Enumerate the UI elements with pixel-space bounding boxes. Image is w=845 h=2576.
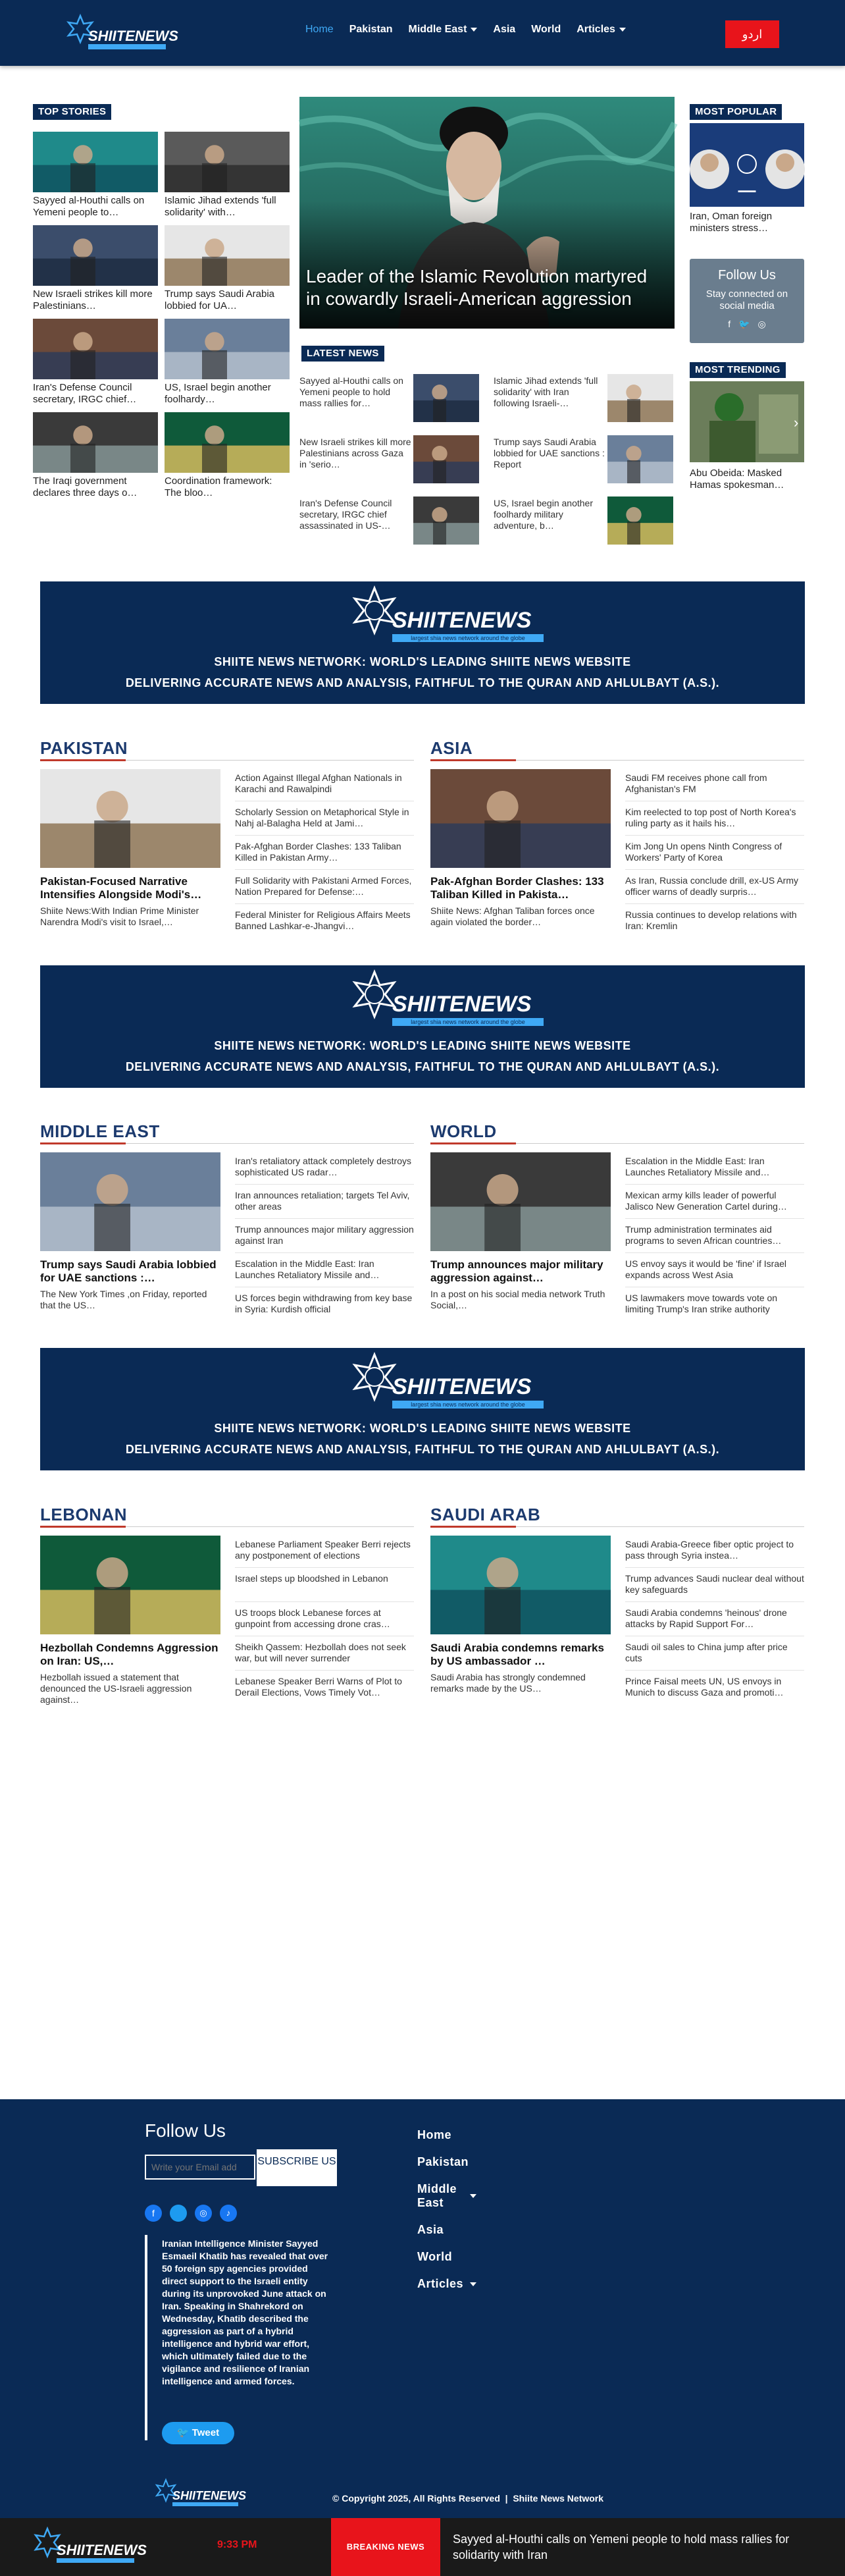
section-list-item[interactable]: As Iran, Russia conclude drill, ex-US Army officer warns of deadly surpris…: [625, 875, 804, 904]
section-list-item[interactable]: Lebanese Parliament Speaker Berri rejects any postponement of elections: [235, 1539, 414, 1568]
section-divider: [126, 760, 414, 761]
section-list-item[interactable]: Lebanese Speaker Berri Warns of Plot to Derail Elections, Vows Timely Vot…: [235, 1676, 402, 1698]
nav-item-asia[interactable]: [485, 21, 523, 38]
top-story-caption[interactable]: New Israeli strikes kill more Palestinians…: [33, 288, 153, 311]
latest-news-item[interactable]: Trump says Saudi Arabia lobbied for UAE sanctions : Report: [494, 437, 605, 470]
footer-nav-item-asia[interactable]: [417, 2223, 516, 2237]
banner-line-2: DELIVERING ACCURATE NEWS AND ANALYSIS, FAITHFUL TO THE QURAN AND AHLULBAYT (A.S.).: [125, 1443, 720, 1456]
section-list-item[interactable]: Trump announces major military aggression against Iran: [235, 1224, 414, 1253]
chevron-down-icon[interactable]: [470, 2194, 476, 2198]
latest-news-item[interactable]: Islamic Jihad extends 'full solidarity' with Iran following Israeli-…: [494, 375, 598, 408]
brand-banner: [40, 581, 805, 704]
latest-news-image[interactable]: [413, 496, 479, 545]
nav-item-middle-east[interactable]: [401, 21, 486, 38]
breaking-logo[interactable]: [32, 2525, 150, 2575]
footer-follow-title: Follow Us: [145, 2120, 226, 2141]
footer-nav-label: Asia: [417, 2223, 444, 2236]
chevron-down-icon[interactable]: [470, 2282, 476, 2286]
section-lead-title[interactable]: Saudi Arabia condemns remarks by US ambassador …: [430, 1642, 604, 1667]
section-lead-image[interactable]: [430, 1536, 611, 1634]
tweet-button[interactable]: [162, 2422, 234, 2444]
section-title-saudi-arab[interactable]: SAUDI ARAB: [430, 1505, 541, 1524]
site-footer: [0, 2099, 845, 2518]
urdu-button[interactable]: اردو: [725, 20, 779, 48]
nav-item-label: Home: [305, 24, 334, 35]
svg-text:›: ›: [794, 414, 799, 431]
section-list-item[interactable]: Escalation in the Middle East: Iran Launches Retaliatory Missile and…: [235, 1258, 414, 1287]
section-lead-summary: Saudi Arabia has strongly condemned remarks made by the US…: [430, 1672, 586, 1694]
facebook-icon[interactable]: f: [728, 319, 731, 329]
section-list-item[interactable]: Full Solidarity with Pakistani Armed Forces, Nation Prepared for Defense:…: [235, 875, 414, 904]
section-divider: [126, 1526, 414, 1527]
section-underline: [40, 1142, 126, 1144]
site-header: [0, 0, 845, 66]
top-story-image[interactable]: [165, 132, 290, 192]
section-lead-title[interactable]: Trump says Saudi Arabia lobbied for UAE sanctions :…: [40, 1258, 217, 1284]
logo-text: SHIITENEWS: [88, 28, 178, 44]
top-story-image[interactable]: [33, 412, 158, 473]
top-story-image[interactable]: [165, 412, 290, 473]
breaking-label: BREAKING NEWS: [331, 2518, 440, 2576]
banner-line-1: SHIITE NEWS NETWORK: WORLD'S LEADING SHIITE NEWS WEBSITE: [214, 655, 631, 668]
section-list-item[interactable]: Saudi FM receives phone call from Afghanistan's FM: [625, 772, 804, 801]
most-popular-label: MOST POPULAR: [690, 104, 782, 120]
banner-tagline: largest shia news network around the globe: [392, 1401, 544, 1409]
footer-nav-item-pakistan[interactable]: [417, 2155, 516, 2169]
nav-item-world[interactable]: [523, 21, 569, 38]
footer-logo[interactable]: [154, 2477, 253, 2516]
section-list-item[interactable]: Scholarly Session on Metaphorical Style in Nahj al-Balagha Held at Jami…: [235, 807, 414, 836]
section-lead-summary: In a post on his social media network Truth Social,…: [430, 1289, 605, 1310]
footer-nav-label: Home: [417, 2128, 452, 2141]
top-story-caption[interactable]: Trump says Saudi Arabia lobbied for UA…: [165, 288, 275, 311]
top-story-caption[interactable]: Sayyed al-Houthi calls on Yemeni people to…: [33, 195, 145, 218]
twitter-icon[interactable]: 🐦: [738, 319, 750, 329]
section-list-item[interactable]: Federal Minister for Religious Affairs Meets Banned Lashkar-e-Jhangvi…: [235, 909, 411, 931]
follow-box: [690, 259, 804, 343]
banner-logo-text: SHIITENEWS: [392, 608, 532, 633]
section-lead-image[interactable]: [40, 1536, 220, 1634]
top-story-caption[interactable]: US, Israel begin another foolhardy…: [165, 382, 271, 405]
section-list-item[interactable]: Iran's retaliatory attack completely destroys sophisticated US radar…: [235, 1156, 414, 1185]
section-list-item[interactable]: Pak-Afghan Border Clashes: 133 Taliban Killed in Pakistan Army…: [235, 841, 414, 870]
breaking-bar: [0, 2518, 845, 2576]
chevron-down-icon[interactable]: [471, 28, 477, 32]
latest-news-item[interactable]: Iran's Defense Council secretary, IRGC chief assassinated in US-…: [299, 498, 392, 531]
latest-news-label: LATEST NEWS: [301, 346, 384, 362]
footer-nav-item-world[interactable]: [417, 2250, 516, 2264]
footer-nav-item-home[interactable]: [417, 2128, 516, 2142]
hero-title[interactable]: Leader of the Islamic Revolution martyred in cowardly Israeli-American aggression: [306, 266, 648, 309]
top-story-caption[interactable]: Iran's Defense Council secretary, IRGC chief…: [33, 382, 137, 405]
top-story-caption[interactable]: Coordination framework: The bloo…: [165, 475, 272, 498]
top-stories-label: TOP STORIES: [33, 104, 111, 120]
footer-twitter-icon[interactable]: [170, 2205, 187, 2222]
footer-nav-item-middle-east[interactable]: [417, 2182, 516, 2210]
follow-box-title: Follow Us: [718, 268, 776, 282]
footer-nav-label: Pakistan: [417, 2155, 469, 2168]
main-nav: [297, 21, 634, 38]
latest-news-item[interactable]: US, Israel begin another foolhardy military adventure, b…: [494, 498, 593, 531]
section-list-item[interactable]: US troops block Lebanese forces at gunpoint from accessing drone cras…: [235, 1607, 414, 1636]
section-lead-image[interactable]: [40, 769, 220, 868]
nav-item-label: Middle East: [408, 24, 467, 35]
banner-line-1: SHIITE NEWS NETWORK: WORLD'S LEADING SHIITE NEWS WEBSITE: [214, 1422, 631, 1435]
footer-nav-label: Articles: [417, 2277, 464, 2290]
latest-news-image[interactable]: [607, 374, 673, 422]
section-list-item[interactable]: Trump administration terminates aid programs to seven African countries…: [625, 1224, 804, 1253]
section-lead-summary: Shiite News:With Indian Prime Minister Narendra Modi's visit to Israel,…: [40, 905, 199, 927]
footer-nav-label: World: [417, 2250, 453, 2263]
section-title-pakistan[interactable]: PAKISTAN: [40, 738, 128, 758]
section-list-item[interactable]: Mexican army kills leader of powerful Jalisco New Generation Cartel during…: [625, 1190, 804, 1219]
footer-instagram-icon[interactable]: ◎: [195, 2205, 212, 2222]
nav-item-home[interactable]: [297, 21, 342, 38]
latest-news-image[interactable]: [607, 496, 673, 545]
nav-item-label: Asia: [493, 24, 516, 35]
subscribe-button[interactable]: SUBSCRIBE US: [257, 2149, 337, 2186]
banner-tagline: largest shia news network around the globe: [392, 634, 544, 642]
svg-text:SHIITENEWS: SHIITENEWS: [57, 2542, 147, 2558]
banner-line-2: DELIVERING ACCURATE NEWS AND ANALYSIS, FAITHFUL TO THE QURAN AND AHLULBAYT (A.S.).: [125, 676, 720, 689]
section-title-lebonan[interactable]: LEBONAN: [40, 1505, 128, 1524]
section-divider: [516, 760, 804, 761]
footer-nav-label: Middle East: [417, 2182, 457, 2209]
section-list-item[interactable]: Russia continues to develop relations with Iran: Kremlin: [625, 909, 797, 931]
banner-logo-text: SHIITENEWS: [392, 1374, 532, 1399]
nav-item-articles[interactable]: [569, 21, 634, 38]
nav-item-label: World: [531, 24, 561, 35]
section-divider: [126, 1143, 414, 1144]
section-list-item[interactable]: Sheikh Qassem: Hezbollah does not seek war, but will never surrender: [235, 1642, 414, 1671]
section-list-item[interactable]: Action Against Illegal Afghan Nationals in Karachi and Rawalpindi: [235, 772, 414, 801]
section-lead-summary: The New York Times ,on Friday, reported that the US…: [40, 1289, 207, 1310]
section-list-item[interactable]: Saudi Arabia-Greece fiber optic project to pass through Syria instea…: [625, 1539, 804, 1568]
section-underline: [430, 759, 516, 761]
tweet-quote-bar: [145, 2235, 147, 2440]
svg-text:SHIITENEWS: SHIITENEWS: [172, 2489, 247, 2502]
brand-banner: [40, 965, 805, 1088]
most-trending-image[interactable]: [690, 381, 804, 462]
section-list-item[interactable]: US envoy says it would be 'fine' if Israel expands across West Asia: [625, 1258, 804, 1287]
top-story-caption[interactable]: The Iraqi government declares three days o…: [33, 475, 138, 498]
chevron-down-icon[interactable]: [619, 28, 626, 32]
footer-email-input[interactable]: [145, 2155, 255, 2180]
section-list-item[interactable]: Saudi oil sales to China jump after price cuts: [625, 1642, 804, 1671]
section-lead-title[interactable]: Trump announces major military aggression against…: [430, 1258, 603, 1284]
section-list-item[interactable]: Saudi Arabia condemns 'heinous' drone attacks by Rapid Support For…: [625, 1607, 804, 1636]
section-lead-title[interactable]: Hezbollah Condemns Aggression on Iran: US,…: [40, 1642, 218, 1667]
section-divider: [516, 1526, 804, 1527]
breaking-text[interactable]: Sayyed al-Houthi calls on Yemeni people to hold mass rallies for solidarity with Iran: [453, 2533, 790, 2562]
section-underline: [430, 1526, 516, 1528]
follow-box-text: Stay connected on social media: [705, 288, 788, 311]
section-underline: [40, 759, 126, 761]
instagram-icon[interactable]: ◎: [757, 319, 766, 329]
breaking-time: 9:33 PM: [217, 2539, 257, 2550]
latest-news-image[interactable]: [607, 435, 673, 483]
section-lead-summary: Hezbollah issued a statement that denounced the US-Israeli aggression against…: [40, 1672, 192, 1705]
banner-logo-text: SHIITENEWS: [392, 992, 532, 1017]
nav-item-label: Pakistan: [349, 24, 393, 35]
most-popular-caption[interactable]: Iran, Oman foreign ministers stress…: [690, 211, 773, 234]
footer-facebook-icon[interactable]: f: [145, 2205, 162, 2222]
section-underline: [430, 1142, 516, 1144]
top-story-image[interactable]: [165, 225, 290, 286]
section-list-item[interactable]: US lawmakers move towards vote on limiting Trump's Iran strike authority: [625, 1293, 778, 1314]
tweet-bird-icon: 🐦: [176, 2427, 192, 2438]
section-title-asia[interactable]: ASIA: [430, 738, 473, 758]
banner-line-2: DELIVERING ACCURATE NEWS AND ANALYSIS, FAITHFUL TO THE QURAN AND AHLULBAYT (A.S.).: [125, 1060, 720, 1073]
section-list-item[interactable]: Iran announces retaliation; targets Tel Aviv, other areas: [235, 1190, 414, 1219]
section-title-world[interactable]: WORLD: [430, 1121, 497, 1141]
latest-news-item[interactable]: New Israeli strikes kill more Palestinians across Gaza in 'serio…: [299, 437, 411, 470]
banner-line-1: SHIITE NEWS NETWORK: WORLD'S LEADING SHIITE NEWS WEBSITE: [214, 1039, 631, 1052]
tweet-button-label: Tweet: [192, 2427, 220, 2438]
section-list-item[interactable]: Escalation in the Middle East: Iran Launches Retaliatory Missile and…: [625, 1156, 804, 1185]
section-title-middle-east[interactable]: MIDDLE EAST: [40, 1121, 160, 1141]
section-divider: [516, 1143, 804, 1144]
section-list-item[interactable]: Israel steps up bloodshed in Lebanon: [235, 1573, 414, 1602]
site-logo[interactable]: [66, 13, 178, 57]
section-lead-image[interactable]: [430, 769, 611, 868]
top-story-image[interactable]: [165, 319, 290, 379]
footer-tiktok-icon[interactable]: ♪: [220, 2205, 237, 2222]
svg-text:▬▬▬: ▬▬▬: [738, 187, 756, 194]
section-lead-summary: Shiite News: Afghan Taliban forces once again violated the border…: [430, 905, 595, 927]
section-lead-title[interactable]: Pak-Afghan Border Clashes: 133 Taliban Killed in Pakista…: [430, 875, 604, 901]
most-popular-image[interactable]: [690, 123, 804, 207]
brand-banner: [40, 1348, 805, 1470]
hero-story[interactable]: [299, 97, 675, 329]
section-lead-image[interactable]: [40, 1152, 220, 1251]
section-underline: [40, 1526, 126, 1528]
top-story-image[interactable]: [33, 225, 158, 286]
latest-news-image[interactable]: [413, 374, 479, 422]
section-list-item[interactable]: Prince Faisal meets UN, US envoys in Munich to discuss Gaza and promoti…: [625, 1676, 784, 1698]
tweet-text: Iranian Intelligence Minister Sayyed Esmaeil Khatib has revealed that over 50 foreign spy agencies provided direct support to the Israeli entity during its unprovoked June attack on Iran. Speaking in Shahrekord on Wednesday, Khatib described the aggression as part of a hybrid intelligence and hybrid war effort, which ultimately failed due to the vigilance and resilience of Iranian intelligence and armed forces.: [162, 2238, 328, 2386]
section-lead-title[interactable]: Pakistan-Focused Narrative Intensifies Alongside Modi's…: [40, 875, 202, 901]
most-trending-caption[interactable]: Abu Obeida: Masked Hamas spokesman…: [690, 468, 784, 491]
section-list-item[interactable]: US forces begin withdrawing from key base in Syria: Kurdish official: [235, 1293, 413, 1314]
latest-news-image[interactable]: [413, 435, 479, 483]
most-trending-label: MOST TRENDING: [690, 362, 786, 378]
section-list-item[interactable]: Trump advances Saudi nuclear deal without key safeguards: [625, 1573, 804, 1602]
footer-nav-item-articles[interactable]: [417, 2277, 516, 2291]
section-list-item[interactable]: Kim reelected to top post of North Korea's ruling party as it hails his…: [625, 807, 804, 836]
copyright: © Copyright 2025, All Rights Reserved | Shiite News Network: [332, 2493, 604, 2504]
top-story-image[interactable]: [33, 132, 158, 192]
top-story-caption[interactable]: Islamic Jihad extends 'full solidarity' with…: [165, 195, 276, 218]
nav-item-pakistan[interactable]: [342, 21, 401, 38]
top-story-image[interactable]: [33, 319, 158, 379]
nav-item-label: Articles: [576, 24, 615, 35]
section-lead-image[interactable]: [430, 1152, 611, 1251]
banner-tagline: largest shia news network around the globe: [392, 1018, 544, 1026]
latest-news-item[interactable]: Sayyed al-Houthi calls on Yemeni people to hold mass rallies for…: [299, 375, 403, 408]
section-list-item[interactable]: Kim Jong Un opens Ninth Congress of Workers' Party of Korea: [625, 841, 804, 870]
